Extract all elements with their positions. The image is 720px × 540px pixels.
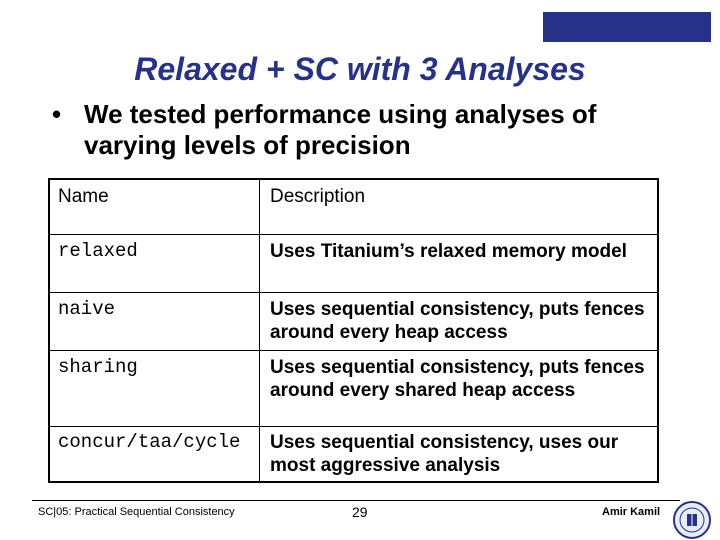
footer-divider [32, 500, 680, 501]
university-seal-icon [671, 500, 713, 540]
footer-author: Amir Kamil [602, 506, 661, 518]
top-accent-bar [543, 12, 711, 42]
table-row-divider [50, 426, 657, 427]
table-row-description: Uses sequential consistency, puts fences around every heap access [270, 299, 645, 343]
table-row-description: Uses Titanium’s relaxed memory model [270, 241, 627, 262]
table-header-name: Name [58, 186, 109, 207]
slide-title: Relaxed + SC with 3 Analyses [134, 51, 586, 87]
table-column-divider [259, 180, 260, 481]
table-row-name: relaxed [58, 240, 138, 262]
table-row-description: Uses sequential consistency, puts fences around every shared heap access [270, 357, 645, 401]
table-row-name: sharing [58, 356, 138, 378]
table-row-description: Uses sequential consistency, uses our most aggressive analysis [270, 432, 619, 476]
table-header-description: Description [270, 186, 366, 207]
table-row-divider [50, 292, 657, 293]
analyses-table [48, 178, 659, 483]
table-row-divider [50, 234, 657, 235]
table-row-divider [50, 350, 657, 351]
footer-course-label: SC|05: Practical Sequential Consistency [38, 506, 235, 518]
table-row-name: concur/taa/cycle [58, 431, 241, 453]
bullet-text: We tested performance using analyses of varying levels of precision [84, 99, 597, 160]
page-number: 29 [352, 504, 368, 520]
table-row-name: naive [58, 298, 116, 320]
bullet-marker: • [52, 99, 62, 129]
